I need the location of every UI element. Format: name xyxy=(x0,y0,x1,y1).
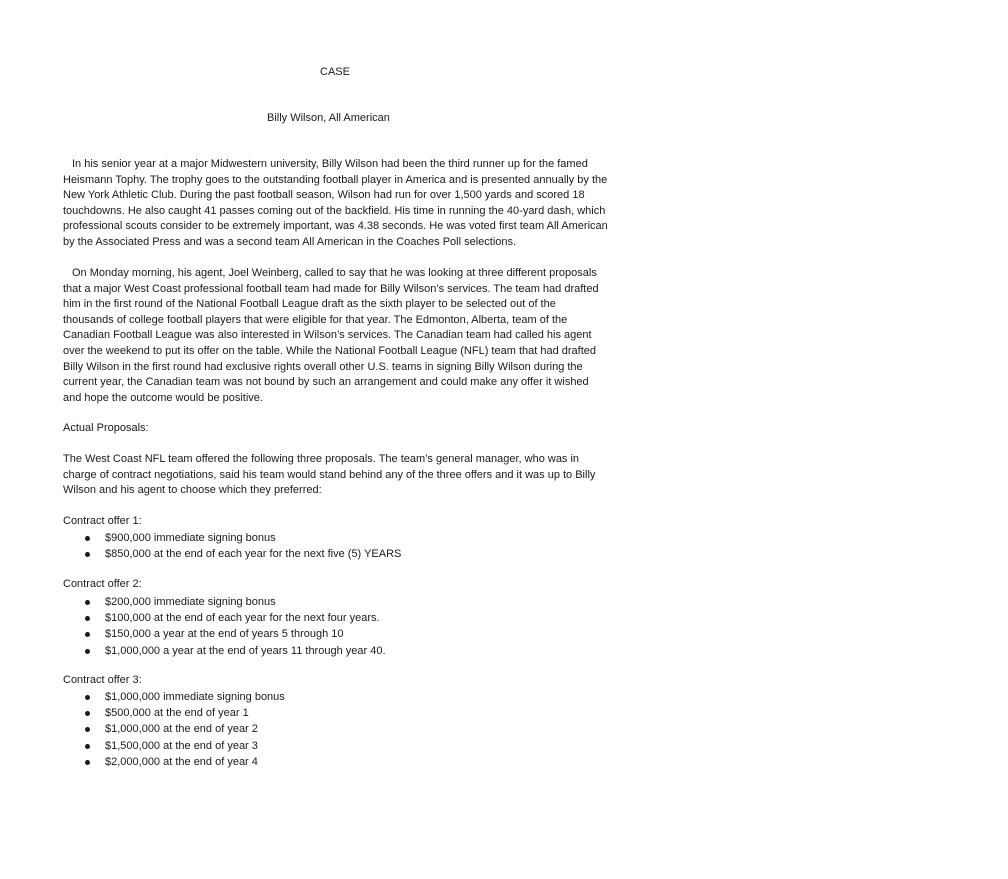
list-item xyxy=(80,754,285,770)
bullet-icon xyxy=(85,760,90,765)
list-item-text: $850,000 at the end of each year for the next five (5) YEARS xyxy=(105,548,402,561)
list-item-text: $900,000 immediate signing bonus xyxy=(105,532,276,544)
list-item xyxy=(80,689,285,705)
bullet-icon xyxy=(85,536,90,541)
document-label: CASE xyxy=(320,66,350,78)
bullet-icon xyxy=(85,711,90,716)
list-item xyxy=(80,738,285,754)
list-item xyxy=(80,721,285,737)
bullet-icon xyxy=(85,632,90,637)
list-item-text: $500,000 at the end of year 1 xyxy=(105,707,249,720)
list-item-text: $1,000,000 immediate signing bonus xyxy=(105,691,285,703)
list-item xyxy=(80,594,386,610)
list-item xyxy=(80,530,401,546)
list-item-text: $1,500,000 at the end of year 3 xyxy=(105,739,258,752)
contract-offer-1-label: Contract offer 1: xyxy=(63,515,142,527)
actual-proposals-label: Actual Proposals: xyxy=(63,422,149,434)
bullet-icon xyxy=(85,727,90,732)
list-item-text: $1,000,000 at the end of year 2 xyxy=(105,723,258,736)
paragraph-proposals-intro: The West Coast NFL team offered the following three proposals. The team’s general manager, who was in charge of contract negotiations, said his team would stand behind any of the three offers and it was up to Billy Wilson and his agent to choose which they preferred: xyxy=(63,453,596,497)
list-item-text: $100,000 at the end of each year for the next four years. xyxy=(105,612,380,625)
list-item-text: $200,000 immediate signing bonus xyxy=(105,596,276,608)
contract-offer-1-list xyxy=(80,530,401,562)
contract-offer-2-label: Contract offer 2: xyxy=(63,578,142,590)
list-item xyxy=(80,610,386,626)
bullet-icon xyxy=(85,744,90,749)
list-item xyxy=(80,546,401,562)
contract-offer-2-list xyxy=(80,594,386,659)
bullet-icon xyxy=(85,600,90,605)
contract-offer-3-list xyxy=(80,689,285,770)
bullet-icon xyxy=(85,695,90,700)
paragraph-intro: In his senior year at a major Midwestern university, Billy Wilson had been the third runner up for the famed Heismann Tophy. The trophy goes to the outstanding football player in America and is presented annually by the New York Athletic Club. During the past football season, Wilson had run for over 1,500 yards and scored 18 touchdowns. He also caught 41 passes coming out of the backfield. His time in running the 40-yard dash, which professional scouts consider to be extremely important, was 4.38 seconds. He was voted first team All American by the Associated Press and was a second team All American in the Coaches Poll selections. xyxy=(63,158,608,248)
bullet-icon xyxy=(85,552,90,557)
bullet-icon xyxy=(85,649,90,654)
list-item-text: $150,000 a year at the end of years 5 through 10 xyxy=(105,628,344,641)
list-item xyxy=(80,626,386,642)
document-title: Billy Wilson, All American xyxy=(267,112,390,124)
list-item-text: $2,000,000 at the end of year 4 xyxy=(105,755,258,768)
list-item xyxy=(80,643,386,659)
bullet-icon xyxy=(85,616,90,621)
contract-offer-3-label: Contract offer 3: xyxy=(63,674,142,686)
list-item xyxy=(80,705,285,721)
list-item-text: $1,000,000 a year at the end of years 11 through year 40. xyxy=(105,644,386,657)
paragraph-agent-call: On Monday morning, his agent, Joel Weinberg, called to say that he was looking at three different proposals that a major West Coast professional football team had made for Billy Wilson’s services. The team had drafted him in the first round of the National Football League draft as the sixth player to be selected out of the thousands of college football players that were eligible for that year. The Edmonton, Alberta, team of the Canadian Football League was also interested in Wilson’s services. The Canadian team had called his agent over the weekend to put its offer on the table. While the National Football League (NFL) team that had drafted Billy Wilson in the first round had exclusive rights overall other U.S. teams in signing Billy Wilson during the current year, the Canadian team was not bound by such an arrangement and could make any offer it wished and hope the outcome would be positive. xyxy=(63,267,599,404)
